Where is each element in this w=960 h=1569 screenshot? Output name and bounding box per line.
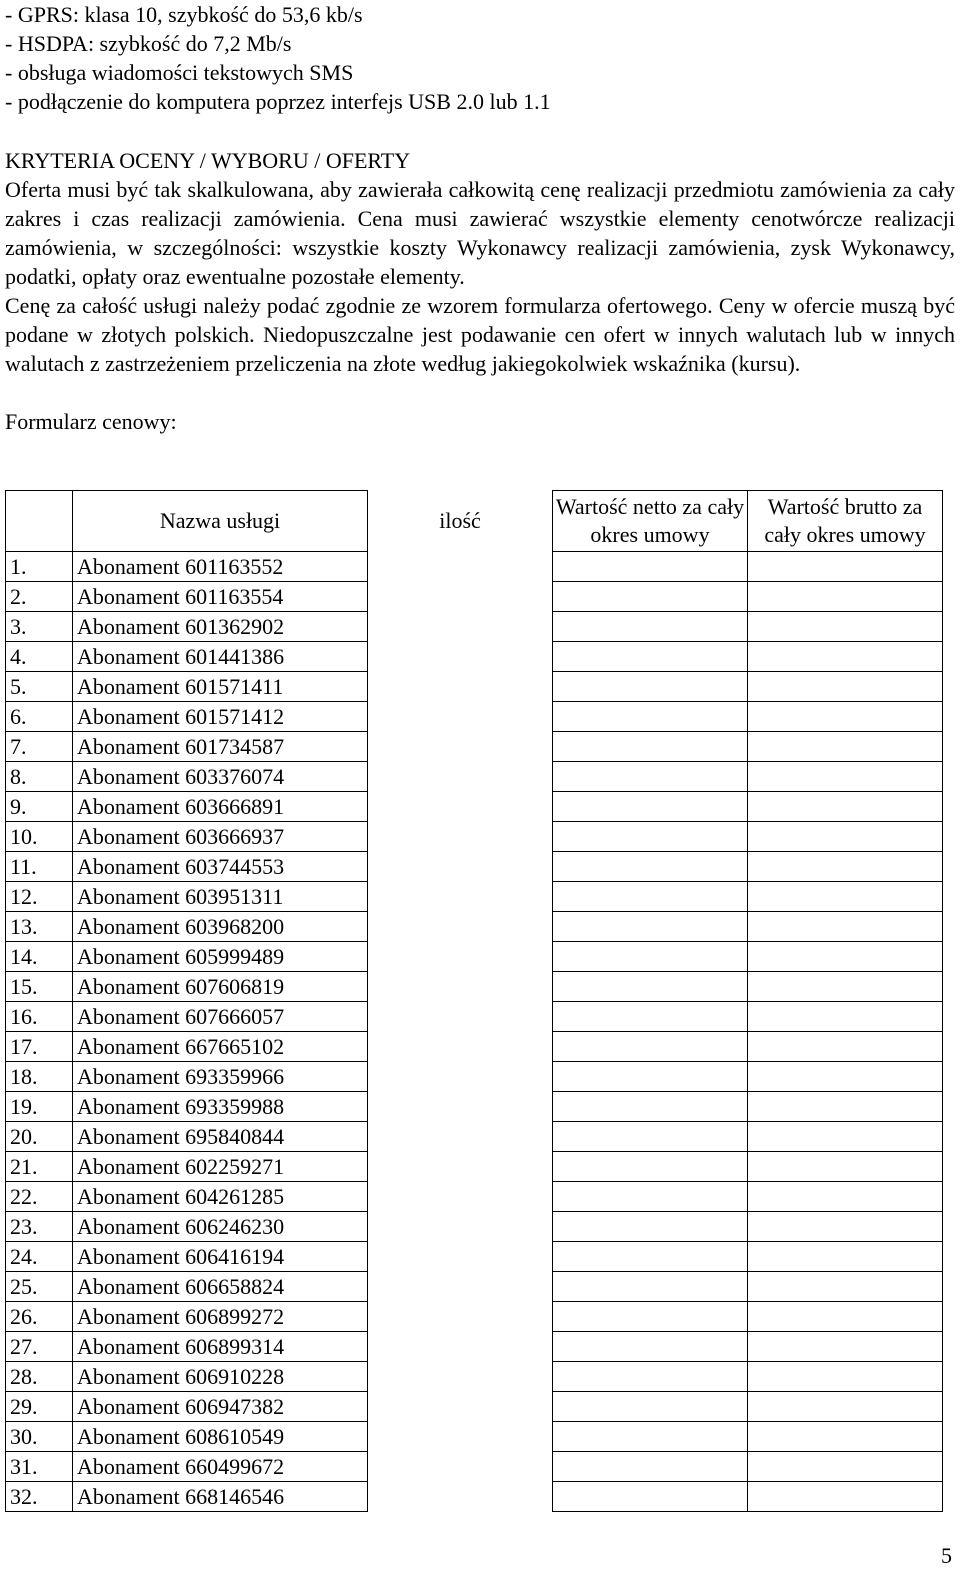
row-gross-value-cell — [748, 1002, 943, 1032]
row-number: 4. — [6, 642, 73, 672]
row-number: 13. — [6, 912, 73, 942]
row-gross-value-cell — [748, 582, 943, 612]
row-gross-value-cell — [748, 1242, 943, 1272]
row-gross-value-cell — [748, 1302, 943, 1332]
row-net-value-cell — [553, 882, 748, 912]
criteria-paragraph-1: Oferta musi być tak skalkulowana, aby zawierała całkowitą cenę realizacji przedmiotu zamówienia za cały zakres i czas realizacji zamówienia. Cena musi zawierać wszystkie elementy cenotwórcze realizacji zamówienia, w szczególności: wszystkie koszty Wykonawcy realizacji zamówienia, zysk Wykonawcy, podatki, opłaty oraz ewentualne pozostałe elementy. — [5, 177, 955, 289]
row-net-value-cell — [553, 1062, 748, 1092]
row-number: 32. — [6, 1482, 73, 1512]
form-title: Formularz cenowy: — [5, 409, 177, 434]
row-gross-value-cell — [748, 702, 943, 732]
table-header-row — [6, 491, 943, 552]
table-row — [6, 942, 943, 972]
row-net-value-cell — [553, 1092, 748, 1122]
row-number: 31. — [6, 1452, 73, 1482]
row-service-name: Abonament 604261285 — [73, 1182, 368, 1212]
row-service-name: Abonament 693359988 — [73, 1092, 368, 1122]
row-number: 18. — [6, 1062, 73, 1092]
row-gross-value-cell — [748, 882, 943, 912]
header-net-value: Wartość netto za cały okres umowy — [553, 491, 748, 552]
table-row — [6, 732, 943, 762]
row-number: 26. — [6, 1302, 73, 1332]
row-quantity-cell — [368, 972, 553, 1002]
row-service-name: Abonament 606246230 — [73, 1212, 368, 1242]
row-gross-value-cell — [748, 1152, 943, 1182]
row-number: 10. — [6, 822, 73, 852]
table-row — [6, 822, 943, 852]
row-quantity-cell — [368, 552, 553, 582]
criteria-paragraph-2: Cenę za całość usługi należy podać zgodnie ze wzorem formularza ofertowego. Ceny w ofercie muszą być podane w złotych polskich. Niedopuszczalne jest podawanie cen ofert w innych walutach lub w innych walutach z zastrzeżeniem przeliczenia na złote według jakiegokolwiek wskaźnika (kursu). — [5, 293, 955, 376]
row-number: 29. — [6, 1392, 73, 1422]
row-gross-value-cell — [748, 1212, 943, 1242]
row-net-value-cell — [553, 642, 748, 672]
row-service-name: Abonament 695840844 — [73, 1122, 368, 1152]
table-row — [6, 1302, 943, 1332]
row-net-value-cell — [553, 1422, 748, 1452]
row-service-name: Abonament 667665102 — [73, 1032, 368, 1062]
table-row — [6, 1212, 943, 1242]
row-service-name: Abonament 603376074 — [73, 762, 368, 792]
row-number: 24. — [6, 1242, 73, 1272]
row-net-value-cell — [553, 1392, 748, 1422]
row-quantity-cell — [368, 1422, 553, 1452]
row-quantity-cell — [368, 942, 553, 972]
row-gross-value-cell — [748, 1482, 943, 1512]
row-gross-value-cell — [748, 942, 943, 972]
row-number: 21. — [6, 1152, 73, 1182]
row-gross-value-cell — [748, 672, 943, 702]
row-quantity-cell — [368, 1182, 553, 1212]
row-quantity-cell — [368, 1272, 553, 1302]
row-gross-value-cell — [748, 732, 943, 762]
row-service-name: Abonament 603744553 — [73, 852, 368, 882]
row-net-value-cell — [553, 792, 748, 822]
row-service-name: Abonament 602259271 — [73, 1152, 368, 1182]
row-number: 1. — [6, 552, 73, 582]
row-quantity-cell — [368, 1302, 553, 1332]
row-net-value-cell — [553, 1152, 748, 1182]
row-service-name: Abonament 693359966 — [73, 1062, 368, 1092]
row-quantity-cell — [368, 1062, 553, 1092]
row-gross-value-cell — [748, 612, 943, 642]
row-quantity-cell — [368, 762, 553, 792]
row-net-value-cell — [553, 1032, 748, 1062]
row-service-name: Abonament 603666937 — [73, 822, 368, 852]
row-service-name: Abonament 606947382 — [73, 1392, 368, 1422]
row-net-value-cell — [553, 972, 748, 1002]
row-quantity-cell — [368, 792, 553, 822]
row-service-name: Abonament 601571412 — [73, 702, 368, 732]
table-row — [6, 642, 943, 672]
row-gross-value-cell — [748, 1392, 943, 1422]
row-net-value-cell — [553, 1182, 748, 1212]
table-row — [6, 972, 943, 1002]
header-name: Nazwa usługi — [73, 491, 368, 552]
row-number: 27. — [6, 1332, 73, 1362]
row-quantity-cell — [368, 852, 553, 882]
row-number: 12. — [6, 882, 73, 912]
row-service-name: Abonament 603968200 — [73, 912, 368, 942]
row-number: 19. — [6, 1092, 73, 1122]
row-net-value-cell — [553, 852, 748, 882]
table-row — [6, 1362, 943, 1392]
row-gross-value-cell — [748, 552, 943, 582]
row-quantity-cell — [368, 1332, 553, 1362]
row-net-value-cell — [553, 762, 748, 792]
row-quantity-cell — [368, 702, 553, 732]
table-row — [6, 1422, 943, 1452]
row-net-value-cell — [553, 942, 748, 972]
row-service-name: Abonament 601734587 — [73, 732, 368, 762]
criteria-heading: KRYTERIA OCENY / WYBORU / OFERTY — [5, 148, 411, 173]
price-form-table — [5, 490, 943, 1512]
row-service-name: Abonament 606899314 — [73, 1332, 368, 1362]
row-service-name: Abonament 606910228 — [73, 1362, 368, 1392]
header-gross-value: Wartość brutto za cały okres umowy — [748, 491, 943, 552]
row-gross-value-cell — [748, 1062, 943, 1092]
row-gross-value-cell — [748, 852, 943, 882]
row-number: 7. — [6, 732, 73, 762]
row-net-value-cell — [553, 912, 748, 942]
table-row — [6, 852, 943, 882]
row-number: 11. — [6, 852, 73, 882]
row-number: 28. — [6, 1362, 73, 1392]
row-gross-value-cell — [748, 642, 943, 672]
table-row — [6, 1122, 943, 1152]
row-net-value-cell — [553, 1362, 748, 1392]
row-quantity-cell — [368, 642, 553, 672]
row-number: 5. — [6, 672, 73, 702]
row-number: 3. — [6, 612, 73, 642]
table-row — [6, 1272, 943, 1302]
row-quantity-cell — [368, 1362, 553, 1392]
row-net-value-cell — [553, 1242, 748, 1272]
row-net-value-cell — [553, 1302, 748, 1332]
row-gross-value-cell — [748, 1452, 943, 1482]
row-service-name: Abonament 606899272 — [73, 1302, 368, 1332]
row-gross-value-cell — [748, 972, 943, 1002]
row-number: 20. — [6, 1122, 73, 1152]
row-quantity-cell — [368, 1212, 553, 1242]
row-number: 2. — [6, 582, 73, 612]
row-number: 16. — [6, 1002, 73, 1032]
row-net-value-cell — [553, 732, 748, 762]
table-row — [6, 1392, 943, 1422]
table-row — [6, 762, 943, 792]
row-net-value-cell — [553, 822, 748, 852]
feature-usb: - podłączenie do komputera poprzez interfejs USB 2.0 lub 1.1 — [5, 89, 551, 114]
row-service-name: Abonament 601163552 — [73, 552, 368, 582]
row-number: 30. — [6, 1422, 73, 1452]
table-row — [6, 882, 943, 912]
row-gross-value-cell — [748, 1422, 943, 1452]
row-quantity-cell — [368, 1242, 553, 1272]
table-row — [6, 1332, 943, 1362]
row-service-name: Abonament 605999489 — [73, 942, 368, 972]
row-service-name: Abonament 606416194 — [73, 1242, 368, 1272]
row-net-value-cell — [553, 582, 748, 612]
header-quantity: ilość — [368, 491, 553, 552]
row-gross-value-cell — [748, 762, 943, 792]
table-row — [6, 702, 943, 732]
table-row — [6, 1062, 943, 1092]
row-quantity-cell — [368, 1152, 553, 1182]
table-row — [6, 1242, 943, 1272]
row-gross-value-cell — [748, 1092, 943, 1122]
row-number: 17. — [6, 1032, 73, 1062]
row-service-name: Abonament 601571411 — [73, 672, 368, 702]
row-net-value-cell — [553, 1212, 748, 1242]
table-row — [6, 1182, 943, 1212]
row-service-name: Abonament 607606819 — [73, 972, 368, 1002]
row-gross-value-cell — [748, 1332, 943, 1362]
row-number: 14. — [6, 942, 73, 972]
row-gross-value-cell — [748, 1362, 943, 1392]
row-number: 8. — [6, 762, 73, 792]
table-row — [6, 1002, 943, 1032]
header-number-cell — [6, 491, 73, 552]
row-service-name: Abonament 660499672 — [73, 1452, 368, 1482]
row-net-value-cell — [553, 1002, 748, 1032]
table-row — [6, 1452, 943, 1482]
row-service-name: Abonament 606658824 — [73, 1272, 368, 1302]
row-net-value-cell — [553, 612, 748, 642]
row-gross-value-cell — [748, 822, 943, 852]
row-quantity-cell — [368, 612, 553, 642]
row-gross-value-cell — [748, 912, 943, 942]
row-net-value-cell — [553, 672, 748, 702]
feature-hsdpa: - HSDPA: szybkość do 7,2 Mb/s — [5, 31, 292, 56]
table-row — [6, 1092, 943, 1122]
row-service-name: Abonament 603666891 — [73, 792, 368, 822]
row-gross-value-cell — [748, 792, 943, 822]
row-service-name: Abonament 608610549 — [73, 1422, 368, 1452]
row-gross-value-cell — [748, 1272, 943, 1302]
row-quantity-cell — [368, 1122, 553, 1152]
row-quantity-cell — [368, 1032, 553, 1062]
row-net-value-cell — [553, 1122, 748, 1152]
row-number: 22. — [6, 1182, 73, 1212]
row-gross-value-cell — [748, 1122, 943, 1152]
row-quantity-cell — [368, 1482, 553, 1512]
row-net-value-cell — [553, 1452, 748, 1482]
row-number: 23. — [6, 1212, 73, 1242]
row-quantity-cell — [368, 1392, 553, 1422]
table-row — [6, 552, 943, 582]
row-quantity-cell — [368, 732, 553, 762]
row-net-value-cell — [553, 552, 748, 582]
document-page — [5, 0, 955, 1509]
row-net-value-cell — [553, 702, 748, 732]
table-row — [6, 1032, 943, 1062]
feature-sms: - obsługa wiadomości tekstowych SMS — [5, 60, 354, 85]
page-number: 5 — [941, 1543, 952, 1568]
feature-gprs: - GPRS: klasa 10, szybkość do 53,6 kb/s — [5, 2, 363, 27]
row-service-name: Abonament 601163554 — [73, 582, 368, 612]
row-net-value-cell — [553, 1272, 748, 1302]
row-service-name: Abonament 603951311 — [73, 882, 368, 912]
table-row — [6, 582, 943, 612]
row-service-name: Abonament 607666057 — [73, 1002, 368, 1032]
row-gross-value-cell — [748, 1182, 943, 1212]
row-quantity-cell — [368, 672, 553, 702]
row-quantity-cell — [368, 822, 553, 852]
row-service-name: Abonament 668146546 — [73, 1482, 368, 1512]
row-number: 6. — [6, 702, 73, 732]
row-service-name: Abonament 601441386 — [73, 642, 368, 672]
row-net-value-cell — [553, 1482, 748, 1512]
row-quantity-cell — [368, 912, 553, 942]
row-number: 9. — [6, 792, 73, 822]
row-number: 25. — [6, 1272, 73, 1302]
table-row — [6, 912, 943, 942]
row-quantity-cell — [368, 1002, 553, 1032]
row-quantity-cell — [368, 882, 553, 912]
table-row — [6, 672, 943, 702]
row-quantity-cell — [368, 582, 553, 612]
row-gross-value-cell — [748, 1032, 943, 1062]
row-quantity-cell — [368, 1092, 553, 1122]
table-row — [6, 1482, 943, 1512]
row-number: 15. — [6, 972, 73, 1002]
table-row — [6, 1152, 943, 1182]
row-service-name: Abonament 601362902 — [73, 612, 368, 642]
table-row — [6, 792, 943, 822]
table-row — [6, 612, 943, 642]
row-net-value-cell — [553, 1332, 748, 1362]
row-quantity-cell — [368, 1452, 553, 1482]
